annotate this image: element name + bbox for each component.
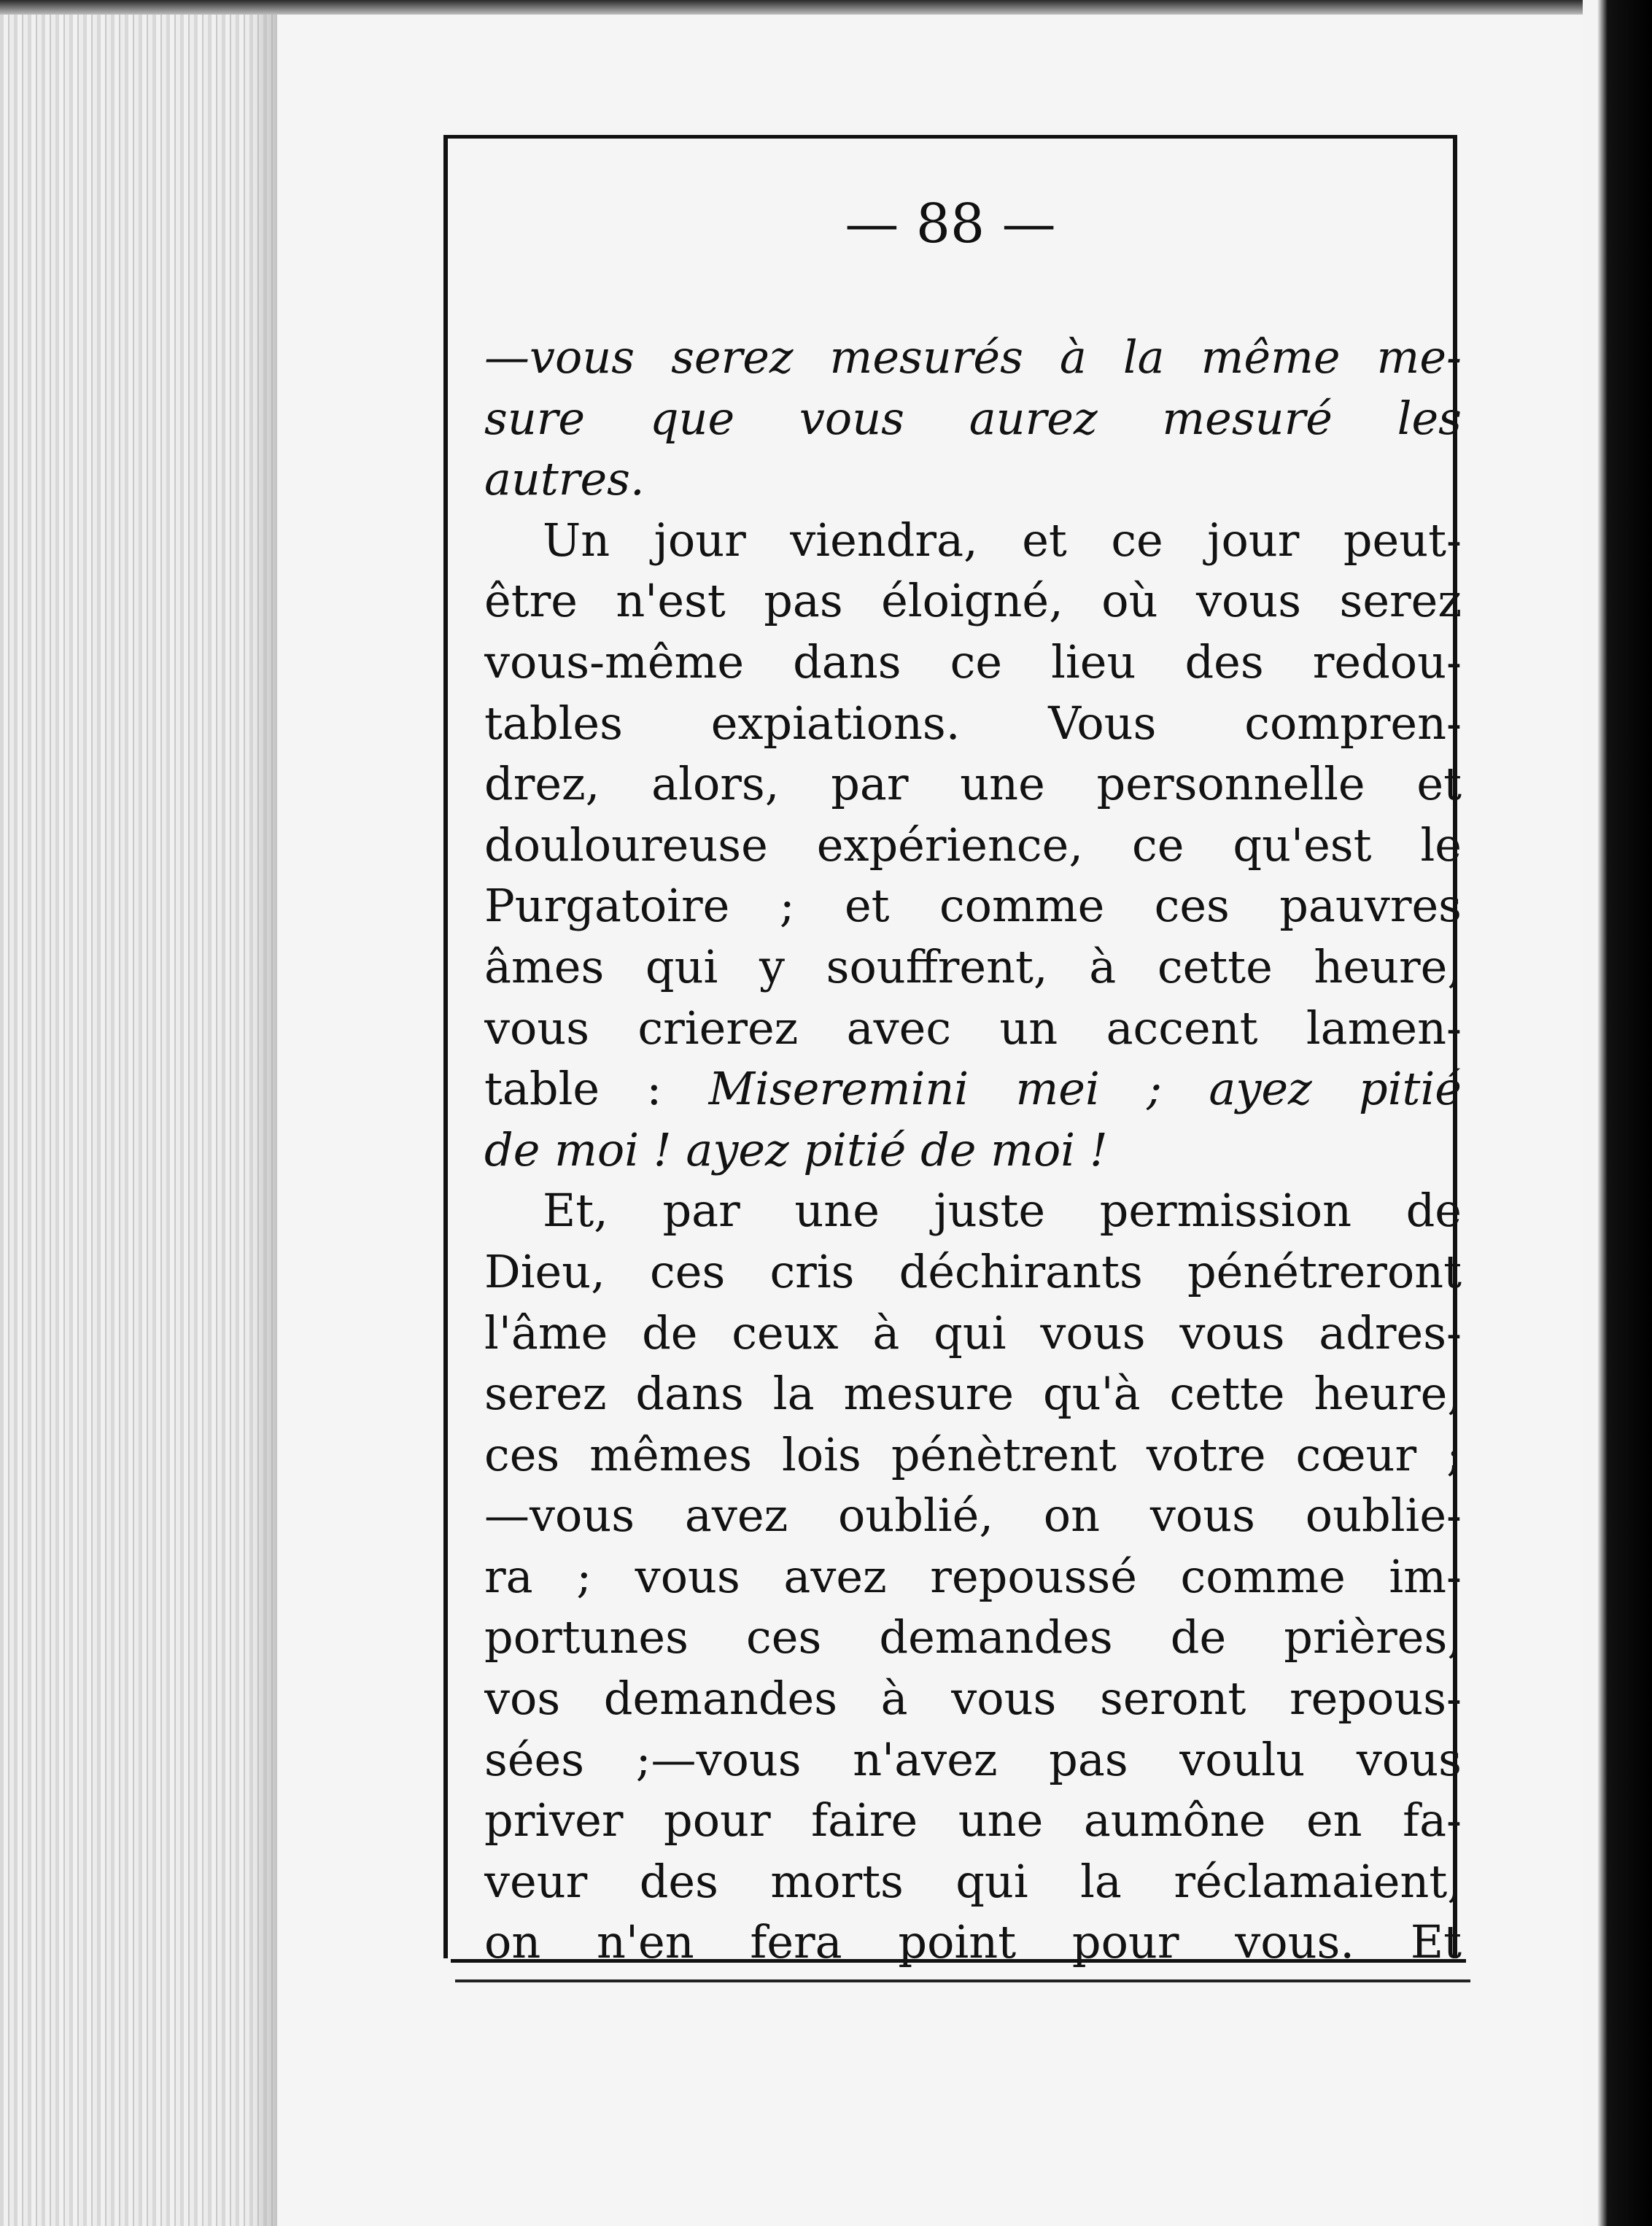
text-line [484, 1363, 1462, 1424]
text-line [484, 753, 1462, 815]
roman-text: on n'en fera point pour vous. Et [484, 1915, 1462, 1969]
text-line [484, 875, 1462, 936]
book-page-edges [0, 0, 277, 2226]
roman-text: veur des morts qui la réclamaient, [484, 1854, 1462, 1908]
text-line [484, 1729, 1462, 1791]
roman-text: être n'est pas éloigné, où vous serez [484, 574, 1462, 628]
italic-text: —vous serez mesurés à la même me- [484, 330, 1462, 384]
text-line [484, 1241, 1462, 1303]
roman-text: douloureuse expérience, ce qu'est le [484, 818, 1462, 872]
text-line [484, 815, 1462, 876]
text-line [484, 693, 1462, 754]
roman-text: Purgatoire ; et comme ces pauvres [484, 879, 1462, 933]
text-line [484, 936, 1462, 998]
roman-text: vos demandes à vous seront repous- [484, 1672, 1462, 1726]
page-number: — 88 — [845, 193, 1056, 255]
roman-text: table : [484, 1062, 709, 1116]
text-line [484, 1485, 1462, 1546]
text-line [484, 1120, 1462, 1181]
frame-bottom-rule-outer [455, 1979, 1470, 1982]
text-line [484, 510, 1462, 571]
roman-text: ra ; vous avez repoussé comme im- [484, 1549, 1462, 1603]
text-line [484, 998, 1462, 1059]
roman-text: priver pour faire une aumône en fa- [484, 1793, 1462, 1847]
text-line [484, 1303, 1462, 1364]
roman-text: vous-même dans ce lieu des redou- [484, 635, 1462, 689]
italic-text: sure que vous aurez mesuré les [484, 391, 1462, 445]
text-line [484, 449, 1462, 510]
text-line [484, 1790, 1462, 1851]
roman-text: drez, alors, par une personnelle et [484, 757, 1462, 811]
text-line [484, 327, 1462, 388]
text-line [484, 1424, 1462, 1486]
roman-text: vous crierez avec un accent lamen- [484, 1001, 1462, 1055]
text-line [484, 388, 1462, 449]
top-shadow [0, 0, 1652, 15]
text-line [484, 1058, 1462, 1120]
text-line [484, 1607, 1462, 1668]
roman-text: âmes qui y souffrent, à cette heure, [484, 939, 1462, 993]
text-line [484, 632, 1462, 693]
italic-text: Miseremini mei ; ayez pitié [708, 1062, 1462, 1116]
text-line [484, 1912, 1462, 1973]
roman-text: serez dans la mesure qu'à cette heure, [484, 1367, 1462, 1421]
roman-text: portunes ces demandes de prières, [484, 1610, 1462, 1664]
text-line [484, 570, 1462, 632]
book-spine-edge [1583, 0, 1652, 2226]
roman-text: Un jour viendra, et ce jour peut- [543, 513, 1462, 567]
roman-text: —vous avez oublié, on vous oublie- [484, 1489, 1462, 1543]
roman-text: ces mêmes lois pénètrent votre cœur ; [484, 1427, 1462, 1481]
text-line [484, 1180, 1462, 1241]
roman-text: Et, par une juste permission de [543, 1184, 1462, 1238]
body-text [484, 327, 1462, 1973]
roman-text: tables expiations. Vous compren- [484, 696, 1462, 750]
roman-text: Dieu, ces cris déchirants pénétreront [484, 1244, 1462, 1298]
roman-text: sées ;—vous n'avez pas voulu vous [484, 1732, 1462, 1786]
italic-text: de moi ! ayez pitié de moi ! [484, 1122, 1108, 1176]
roman-text: l'âme de ceux à qui vous vous adres- [484, 1306, 1462, 1360]
text-line [484, 1668, 1462, 1729]
text-line [484, 1546, 1462, 1608]
text-line [484, 1851, 1462, 1912]
italic-text: autres. [484, 452, 645, 506]
